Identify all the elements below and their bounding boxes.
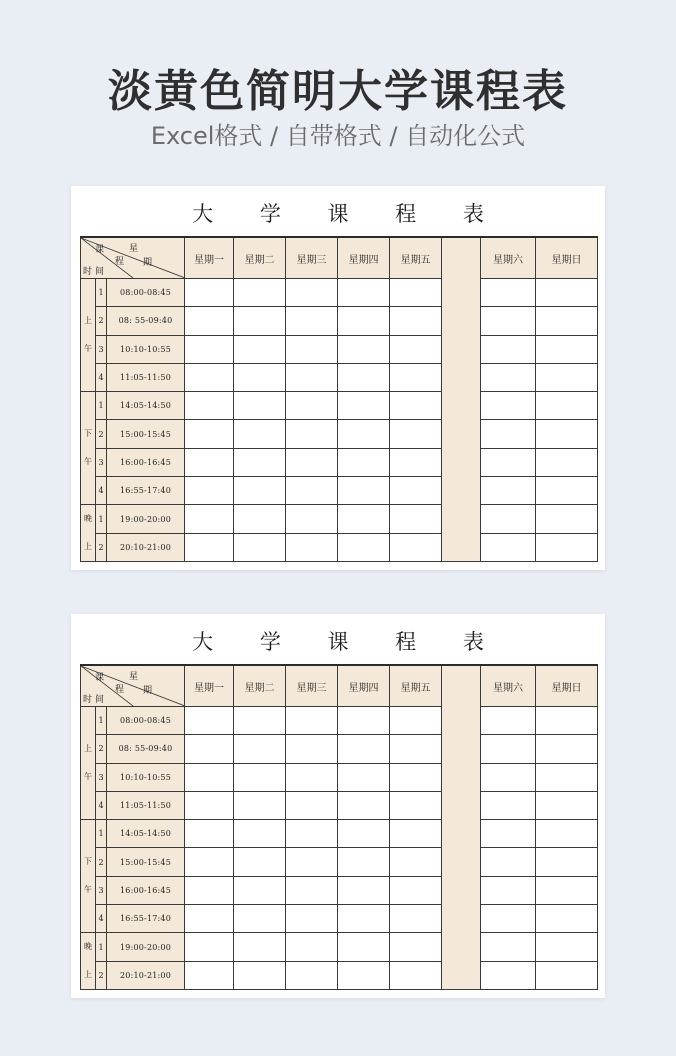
- schedule-cell[interactable]: [338, 735, 390, 763]
- section-label-afternoon: 下 午: [81, 820, 96, 933]
- schedule-cell[interactable]: [390, 820, 442, 848]
- day-header: 星期二: [234, 237, 286, 279]
- period-time: 11:05-11:50: [107, 791, 185, 819]
- schedule-cell[interactable]: [234, 392, 286, 420]
- schedule-cell[interactable]: [185, 763, 234, 791]
- period-number: 1: [96, 820, 107, 848]
- period-number: 1: [96, 933, 107, 962]
- schedule-cell[interactable]: [185, 848, 234, 876]
- period-row: [81, 933, 598, 962]
- corner-label-xing: 星: [129, 672, 139, 682]
- schedule-cell[interactable]: [481, 420, 536, 448]
- period-row: [81, 791, 598, 819]
- period-row: [81, 763, 598, 791]
- period-row: [81, 905, 598, 933]
- schedule-cell[interactable]: [481, 707, 536, 735]
- section-label-evening: 晚 上: [81, 505, 96, 562]
- schedule-cell[interactable]: [185, 307, 234, 335]
- schedule-preview-1: [71, 186, 605, 570]
- period-number: 1: [96, 505, 107, 534]
- schedule-cell[interactable]: [536, 307, 598, 335]
- schedule-cell[interactable]: [185, 876, 234, 904]
- schedule-cell[interactable]: [234, 420, 286, 448]
- schedule-cell[interactable]: [234, 279, 286, 307]
- schedule-cell[interactable]: [338, 905, 390, 933]
- period-time: 14:05-14:50: [107, 820, 185, 848]
- schedule-cell[interactable]: [286, 420, 338, 448]
- schedule-cell[interactable]: [390, 735, 442, 763]
- corner-label-jian: 间: [95, 267, 105, 277]
- period-time: 10:10-10:55: [107, 763, 185, 791]
- period-number: 1: [96, 279, 107, 307]
- schedule-cell[interactable]: [536, 961, 598, 990]
- period-number: 2: [96, 735, 107, 763]
- period-time: 20:10-21:00: [107, 533, 185, 562]
- schedule-cell[interactable]: [481, 820, 536, 848]
- period-number: 4: [96, 477, 107, 505]
- schedule-cell[interactable]: [234, 363, 286, 391]
- schedule-cell[interactable]: [338, 477, 390, 505]
- schedule-cell[interactable]: [536, 335, 598, 363]
- schedule-cell[interactable]: [481, 392, 536, 420]
- period-time: 10:10-10:55: [107, 335, 185, 363]
- schedule-cell[interactable]: [481, 763, 536, 791]
- schedule-cell[interactable]: [185, 477, 234, 505]
- schedule-title: 大 学 课 程 表: [192, 202, 504, 226]
- schedule-cell[interactable]: [185, 820, 234, 848]
- schedule-cell[interactable]: [390, 763, 442, 791]
- schedule-cell[interactable]: [390, 707, 442, 735]
- period-row: [81, 448, 598, 476]
- schedule-cell[interactable]: [536, 505, 598, 534]
- schedule-cell[interactable]: [234, 735, 286, 763]
- header-row: [81, 665, 598, 707]
- schedule-cell[interactable]: [536, 448, 598, 476]
- schedule-cell[interactable]: [536, 820, 598, 848]
- schedule-cell[interactable]: [185, 533, 234, 562]
- period-number: 4: [96, 905, 107, 933]
- schedule-cell[interactable]: [185, 420, 234, 448]
- period-number: 2: [96, 848, 107, 876]
- period-row: [81, 477, 598, 505]
- schedule-cell[interactable]: [536, 848, 598, 876]
- schedule-cell[interactable]: [390, 905, 442, 933]
- period-time: 08: 55-09:40: [107, 307, 185, 335]
- period-time: 15:00-15:45: [107, 420, 185, 448]
- schedule-cell[interactable]: [390, 876, 442, 904]
- schedule-cell[interactable]: [338, 848, 390, 876]
- schedule-cell[interactable]: [338, 505, 390, 534]
- schedule-cell[interactable]: [536, 363, 598, 391]
- period-number: 3: [96, 763, 107, 791]
- blank-divider-column: [442, 237, 481, 562]
- day-header: 星期六: [481, 237, 536, 279]
- schedule-cell[interactable]: [536, 707, 598, 735]
- schedule-cell[interactable]: [481, 735, 536, 763]
- schedule-cell[interactable]: [481, 876, 536, 904]
- period-time: 16:55-17:40: [107, 905, 185, 933]
- period-number: 3: [96, 876, 107, 904]
- period-time: 11:05-11:50: [107, 363, 185, 391]
- schedule-cell[interactable]: [481, 279, 536, 307]
- schedule-cell[interactable]: [286, 307, 338, 335]
- period-row: [81, 820, 598, 848]
- period-number: 3: [96, 448, 107, 476]
- schedule-cell[interactable]: [536, 791, 598, 819]
- period-time: 14:05-14:50: [107, 392, 185, 420]
- schedule-cell[interactable]: [286, 820, 338, 848]
- schedule-cell[interactable]: [234, 820, 286, 848]
- day-header: 星期日: [536, 237, 598, 279]
- section-label-afternoon: 下 午: [81, 392, 96, 505]
- schedule-cell[interactable]: [286, 392, 338, 420]
- schedule-cell[interactable]: [338, 933, 390, 962]
- schedule-cell[interactable]: [234, 763, 286, 791]
- corner-label-qi: 期: [143, 686, 153, 696]
- schedule-cell[interactable]: [338, 420, 390, 448]
- schedule-cell[interactable]: [536, 763, 598, 791]
- day-header: 星期三: [286, 665, 338, 707]
- schedule-cell[interactable]: [481, 905, 536, 933]
- schedule-cell[interactable]: [234, 477, 286, 505]
- corner-label-jian: 间: [95, 695, 105, 705]
- hero-subtitle: Excel格式 / 自带格式 / 自动化公式: [150, 122, 526, 150]
- day-header: 星期五: [390, 237, 442, 279]
- day-header: 星期一: [185, 665, 234, 707]
- schedule-cell[interactable]: [536, 905, 598, 933]
- period-row: [81, 279, 598, 307]
- schedule-cell[interactable]: [536, 933, 598, 962]
- period-row: [81, 505, 598, 534]
- schedule-cell[interactable]: [338, 876, 390, 904]
- corner-label-ke: 课: [95, 245, 105, 255]
- schedule-cell[interactable]: [185, 335, 234, 363]
- schedule-cell[interactable]: [286, 933, 338, 962]
- schedule-cell[interactable]: [481, 791, 536, 819]
- schedule-cell[interactable]: [338, 335, 390, 363]
- schedule-cell[interactable]: [286, 279, 338, 307]
- schedule-cell[interactable]: [286, 448, 338, 476]
- schedule-cell[interactable]: [286, 905, 338, 933]
- schedule-cell[interactable]: [185, 363, 234, 391]
- period-number: 4: [96, 791, 107, 819]
- period-time: 20:10-21:00: [107, 961, 185, 990]
- period-number: 3: [96, 335, 107, 363]
- period-time: 16:00-16:45: [107, 876, 185, 904]
- corner-label-xing: 星: [129, 244, 139, 254]
- period-number: 2: [96, 307, 107, 335]
- schedule-cell[interactable]: [338, 392, 390, 420]
- day-header: 星期六: [481, 665, 536, 707]
- period-row: [81, 735, 598, 763]
- period-row: [81, 961, 598, 990]
- period-row: [81, 876, 598, 904]
- day-header: 星期日: [536, 665, 598, 707]
- period-time: 16:00-16:45: [107, 448, 185, 476]
- schedule-cell[interactable]: [185, 707, 234, 735]
- period-row: [81, 363, 598, 391]
- schedule-cell[interactable]: [234, 505, 286, 534]
- schedule-cell[interactable]: [536, 533, 598, 562]
- schedule-cell[interactable]: [338, 307, 390, 335]
- corner-label-cheng: 程: [115, 685, 125, 695]
- schedule-cell[interactable]: [481, 933, 536, 962]
- schedule-cell[interactable]: [286, 533, 338, 562]
- schedule-cell[interactable]: [286, 961, 338, 990]
- schedule-cell[interactable]: [390, 791, 442, 819]
- schedule-cell[interactable]: [286, 363, 338, 391]
- schedule-cell[interactable]: [338, 763, 390, 791]
- schedule-cell[interactable]: [390, 505, 442, 534]
- day-header: 星期二: [234, 665, 286, 707]
- period-time: 15:00-15:45: [107, 848, 185, 876]
- schedule-cell[interactable]: [481, 307, 536, 335]
- corner-header: [81, 237, 185, 279]
- period-number: 1: [96, 392, 107, 420]
- corner-header: [81, 665, 185, 707]
- corner-label-shi: 时: [83, 695, 93, 705]
- schedule-cell[interactable]: [286, 477, 338, 505]
- schedule-cell[interactable]: [185, 791, 234, 819]
- corner-label-ke: 课: [95, 673, 105, 683]
- section-label-evening: 晚 上: [81, 933, 96, 990]
- day-header: 星期一: [185, 237, 234, 279]
- schedule-cell[interactable]: [286, 335, 338, 363]
- schedule-cell[interactable]: [481, 533, 536, 562]
- section-label-morning: 上 午: [81, 707, 96, 820]
- schedule-cell[interactable]: [234, 335, 286, 363]
- schedule-cell[interactable]: [234, 848, 286, 876]
- period-row: [81, 533, 598, 562]
- corner-label-cheng: 程: [115, 257, 125, 267]
- day-header: 星期五: [390, 665, 442, 707]
- schedule-cell[interactable]: [234, 961, 286, 990]
- schedule-cell[interactable]: [481, 335, 536, 363]
- schedule-cell[interactable]: [234, 707, 286, 735]
- schedule-cell[interactable]: [185, 392, 234, 420]
- schedule-cell[interactable]: [234, 533, 286, 562]
- schedule-cell[interactable]: [390, 420, 442, 448]
- schedule-cell[interactable]: [286, 848, 338, 876]
- period-row: [81, 707, 598, 735]
- schedule-cell[interactable]: [234, 905, 286, 933]
- corner-label-shi: 时: [83, 267, 93, 277]
- schedule-cell[interactable]: [481, 363, 536, 391]
- period-number: 2: [96, 533, 107, 562]
- schedule-cell[interactable]: [338, 820, 390, 848]
- schedule-cell[interactable]: [481, 961, 536, 990]
- schedule-cell[interactable]: [185, 505, 234, 534]
- schedule-cell[interactable]: [286, 735, 338, 763]
- day-header: 星期四: [338, 665, 390, 707]
- schedule-cell[interactable]: [481, 448, 536, 476]
- schedule-cell[interactable]: [234, 791, 286, 819]
- period-row: [81, 335, 598, 363]
- period-row: [81, 420, 598, 448]
- schedule-cell[interactable]: [286, 505, 338, 534]
- schedule-cell[interactable]: [185, 961, 234, 990]
- schedule-cell[interactable]: [234, 307, 286, 335]
- schedule-cell[interactable]: [536, 477, 598, 505]
- schedule-cell[interactable]: [390, 279, 442, 307]
- period-number: 1: [96, 707, 107, 735]
- period-time: 08: 55-09:40: [107, 735, 185, 763]
- schedule-cell[interactable]: [390, 448, 442, 476]
- period-number: 4: [96, 363, 107, 391]
- schedule-cell[interactable]: [338, 707, 390, 735]
- period-row: [81, 848, 598, 876]
- day-header: 星期四: [338, 237, 390, 279]
- schedule-cell[interactable]: [338, 961, 390, 990]
- schedule-cell[interactable]: [536, 392, 598, 420]
- schedule-cell[interactable]: [286, 763, 338, 791]
- schedule-table: [80, 664, 598, 990]
- schedule-cell[interactable]: [185, 279, 234, 307]
- schedule-cell[interactable]: [338, 363, 390, 391]
- schedule-cell[interactable]: [286, 791, 338, 819]
- schedule-preview-2: [71, 614, 605, 998]
- schedule-cell[interactable]: [338, 533, 390, 562]
- schedule-cell[interactable]: [286, 707, 338, 735]
- schedule-cell[interactable]: [185, 933, 234, 962]
- schedule-title: 大 学 课 程 表: [192, 630, 504, 654]
- schedule-cell[interactable]: [185, 448, 234, 476]
- schedule-cell[interactable]: [234, 933, 286, 962]
- hero-title: 淡黄色简明大学课程表: [108, 66, 568, 117]
- schedule-cell[interactable]: [481, 505, 536, 534]
- schedule-cell[interactable]: [234, 876, 286, 904]
- blank-divider-column: [442, 665, 481, 990]
- schedule-cell[interactable]: [390, 848, 442, 876]
- schedule-cell[interactable]: [390, 363, 442, 391]
- schedule-cell[interactable]: [338, 791, 390, 819]
- schedule-cell[interactable]: [536, 876, 598, 904]
- schedule-cell[interactable]: [338, 448, 390, 476]
- schedule-cell[interactable]: [390, 307, 442, 335]
- schedule-cell[interactable]: [185, 905, 234, 933]
- schedule-cell[interactable]: [234, 448, 286, 476]
- schedule-cell[interactable]: [338, 279, 390, 307]
- day-header: 星期三: [286, 237, 338, 279]
- schedule-cell[interactable]: [390, 392, 442, 420]
- schedule-cell[interactable]: [390, 335, 442, 363]
- period-number: 2: [96, 420, 107, 448]
- period-time: 19:00-20:00: [107, 505, 185, 534]
- period-row: [81, 307, 598, 335]
- period-time: 08:00-08:45: [107, 707, 185, 735]
- schedule-cell[interactable]: [390, 961, 442, 990]
- period-time: 08:00-08:45: [107, 279, 185, 307]
- schedule-cell[interactable]: [536, 420, 598, 448]
- schedule-cell[interactable]: [390, 533, 442, 562]
- header-row: [81, 237, 598, 279]
- schedule-cell[interactable]: [390, 477, 442, 505]
- section-label-morning: 上 午: [81, 279, 96, 392]
- schedule-cell[interactable]: [390, 933, 442, 962]
- period-number: 2: [96, 961, 107, 990]
- schedule-cell[interactable]: [286, 876, 338, 904]
- period-time: 19:00-20:00: [107, 933, 185, 962]
- period-row: [81, 392, 598, 420]
- schedule-cell[interactable]: [536, 279, 598, 307]
- schedule-cell[interactable]: [481, 848, 536, 876]
- schedule-cell[interactable]: [185, 735, 234, 763]
- corner-label-qi: 期: [143, 258, 153, 268]
- schedule-cell[interactable]: [481, 477, 536, 505]
- schedule-cell[interactable]: [536, 735, 598, 763]
- schedule-table: [80, 236, 598, 562]
- period-time: 16:55-17:40: [107, 477, 185, 505]
